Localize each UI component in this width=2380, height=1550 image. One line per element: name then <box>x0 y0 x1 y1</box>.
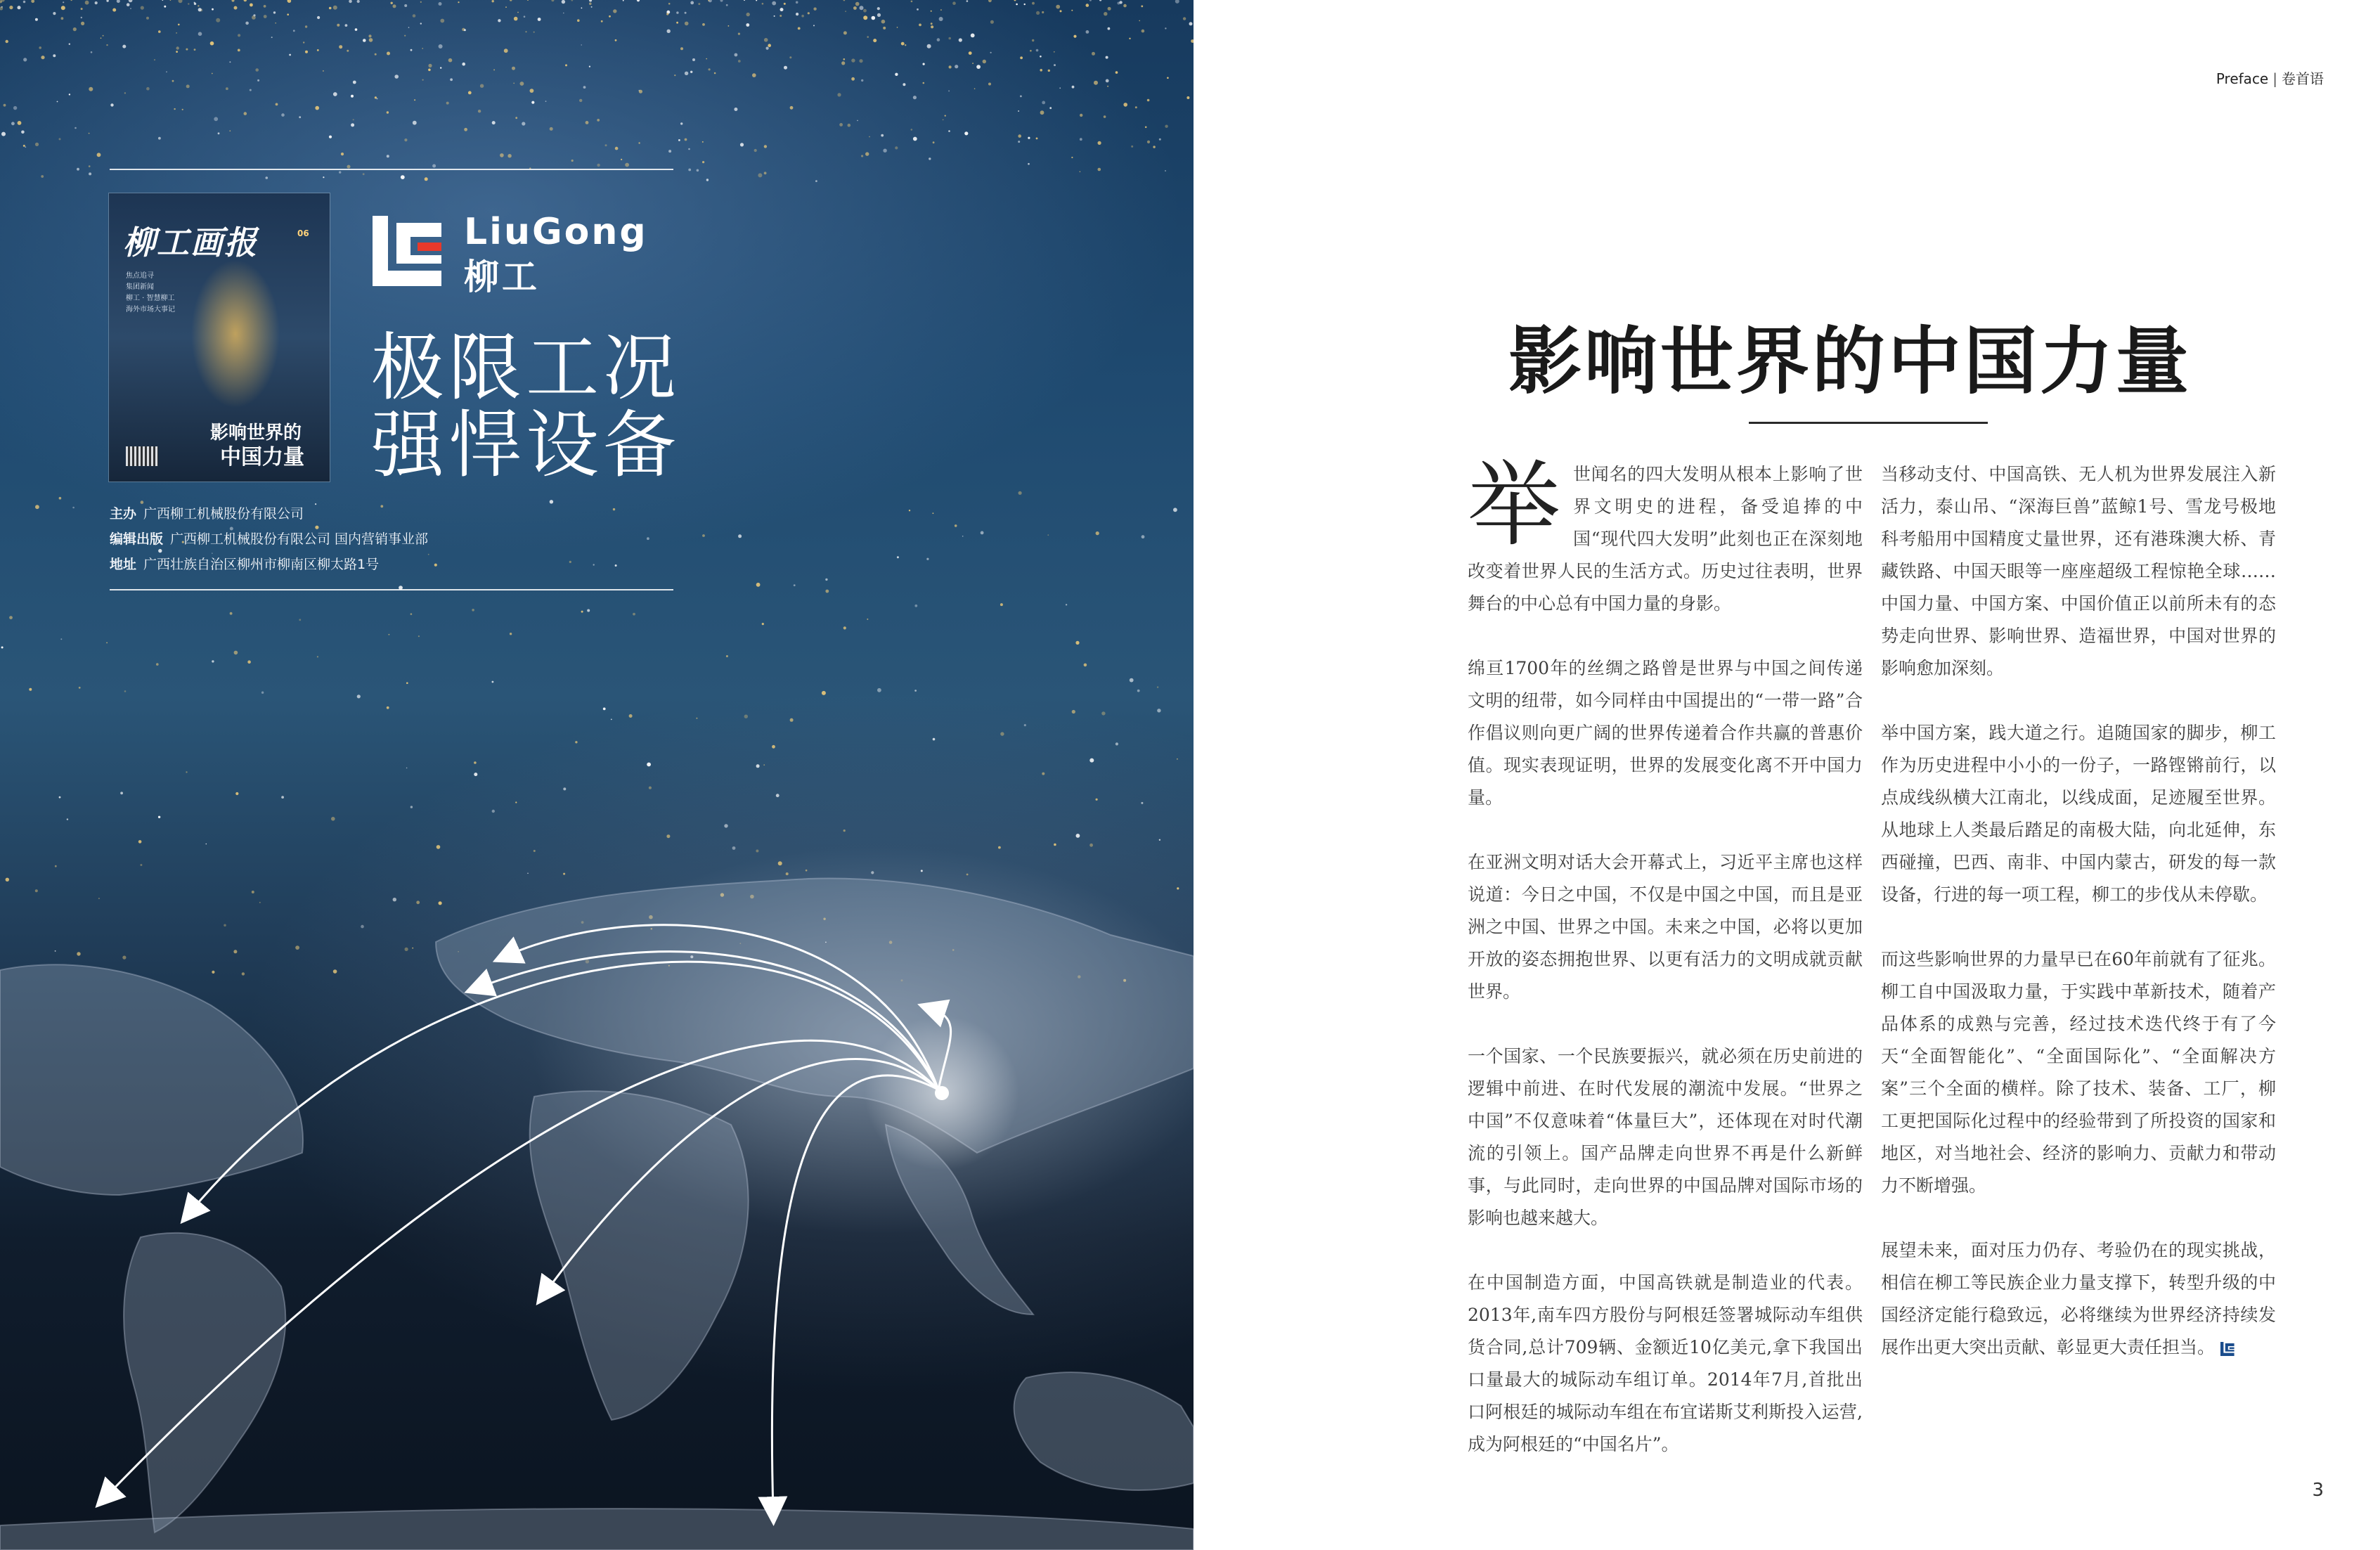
text-column-right <box>1881 458 2276 1396</box>
page-number: 3 <box>2312 1480 2324 1501</box>
continent-australia <box>1014 1372 1194 1490</box>
running-head-chinese: 卷首语 <box>2282 70 2324 87</box>
running-head-english: Preface <box>2216 70 2269 87</box>
article-title: 影响世界的中国力量 <box>1508 318 2192 404</box>
cover-tagline: 焦点追寻 <box>126 272 154 280</box>
info-label: 地址 <box>110 557 137 572</box>
running-head-separator: | <box>2272 70 2277 87</box>
cover-headline: 中国力量 <box>220 445 304 470</box>
preface-right-page <box>1194 0 2380 1550</box>
info-label: 编辑出版 <box>110 531 164 547</box>
paragraph: 绵亘1700年的丝绸之路曾是世界与中国之间传递文明的纽带，如今同样由中国提出的“一带一路”合作倡议则向更广阔的世界传递着合作共赢的普惠价值。现实表现证明，世界的发展变化离不开中国力量。 <box>1468 658 1863 808</box>
address-info <box>110 554 379 573</box>
cover-magazine-title: 柳工画报 <box>123 224 258 261</box>
paragraph: 而这些影响世界的力量早已在60年前就有了征兆。柳工自中国汲取力量，于实践中革新技术，随着产品体系的成熟与完善，经过技术迭代终于有了今天“全面智能化”、“全面国际化”、“全面解决方案”三个全面的横样。除了技术、装备、工厂，柳工更把国际化过程中的经验带到了所投资的国家和地区，对当地社会、经济的影响力、贡献力和带动力不断增强。 <box>1881 949 2276 1196</box>
cover-issue-number: 06 <box>297 228 309 238</box>
paragraph-text: 展望未来，面对压力仍存、考验仍在的现实挑战，相信在柳工等民族企业力量支撑下，转型升级的中国经济定能行稳致远，必将继续为世界经济持续发展作出更大突出贡献、彰显更大责任担当。 <box>1881 1240 2276 1357</box>
logo-wordmark-chinese: 柳工 <box>464 257 540 297</box>
cover-tagline: 集团新闻 <box>126 283 154 291</box>
drop-cap: 举 <box>1468 451 1560 560</box>
paragraph <box>1468 451 1863 620</box>
info-label: 主办 <box>110 506 137 522</box>
text-column-left <box>1468 451 1863 1493</box>
cover-tagline: 柳工 · 智慧柳工 <box>126 295 175 302</box>
slogan-line: 强悍设备 <box>371 402 681 488</box>
cover-tagline: 海外市场大事记 <box>126 306 175 314</box>
editor-info <box>110 529 428 548</box>
magazine-cover-thumbnail <box>109 193 330 482</box>
liugong-end-mark-icon <box>2220 1342 2236 1356</box>
logo-wordmark-english: LiuGong <box>464 211 648 253</box>
info-value: 广西壮族自治区柳州市柳南区柳太路1号 <box>143 557 380 572</box>
info-value: 广西柳工机械股份有限公司 国内营销事业部 <box>170 531 429 547</box>
paragraph: 在中国制造方面，中国高铁就是制造业的代表。2013年,南车四方股份与阿根廷签署城际动车组供货合同,总计709辆、金额近10亿美元,拿下我国出口量最大的城际动车组订单。2014年7月,首批出口阿根廷的城际动车组在布宜诺斯艾利斯投入运营,成为阿根廷的“中国名片”。 <box>1468 1272 1863 1454</box>
title-underline <box>1749 422 1988 424</box>
info-value: 广西柳工机械股份有限公司 <box>143 506 304 522</box>
paragraph-text: 世闻名的四大发明从根本上影响了世界文明史的进程，备受追捧的中国“现代四大发明”此刻也正在深刻地改变着世界人民的生活方式。历史过往表明，世界舞台的中心总有中国力量的身影。 <box>1468 464 1863 614</box>
paragraph: 举中国方案，践大道之行。追随国家的脚步，柳工作为历史进程中小小的一份子，一路铿锵前行，以点成线纵横大江南北，以线成面，足迹履至世界。从地球上人类最后踏足的南极大陆，向北延伸，东西碰撞，巴西、南非、中国内蒙古，研发的每一款设备，行进的每一项工程，柳工的步伐从未停歇。 <box>1881 723 2276 905</box>
bottom-divider <box>110 589 673 590</box>
top-divider <box>110 169 673 170</box>
paragraph: 一个国家、一个民族要振兴，就必须在历史前进的逻辑中前进、在时代发展的潮流中发展。“世界之中国”不仅意味着“体量巨大”，还体现在对时代潮流的引领上。国产品牌走向世界不再是什么新鲜事，与此同时，走向世界的中国品牌对国际市场的影响也越来越大。 <box>1468 1046 1863 1228</box>
continent-north-america <box>0 964 303 1195</box>
continent-africa <box>530 1091 749 1420</box>
qr-code-icon <box>126 446 158 466</box>
slogan-line: 极限工况 <box>371 325 681 411</box>
paragraph: 在亚洲文明对话大会开幕式上，习近平主席也这样说道：今日之中国，不仅是中国之中国，而且是亚洲之中国、世界之中国。未来之中国，必将以更加开放的姿态拥抱世界、以更有活力的文明成就贡献世界。 <box>1468 852 1863 1002</box>
running-head <box>2216 67 2324 88</box>
continent-south-america <box>124 1233 285 1532</box>
paragraph: 当移动支付、中国高铁、无人机为世界发展注入新活力，泰山吊、“深海巨兽”蓝鲸1号、雪龙号极地科考船用中国精度丈量世界，还有港珠澳大桥、青藏铁路、中国天眼等一座座超级工程惊艳全球……中国力量、中国方案、中国价值正以前所未有的态势走向世界、影响世界、造福世界，中国对世界的影响愈加深刻。 <box>1881 464 2276 678</box>
liugong-logo-icon <box>373 216 450 286</box>
cover-headline: 影响世界的 <box>209 422 302 444</box>
paragraph <box>1881 1234 2276 1364</box>
publisher-info <box>110 503 304 522</box>
